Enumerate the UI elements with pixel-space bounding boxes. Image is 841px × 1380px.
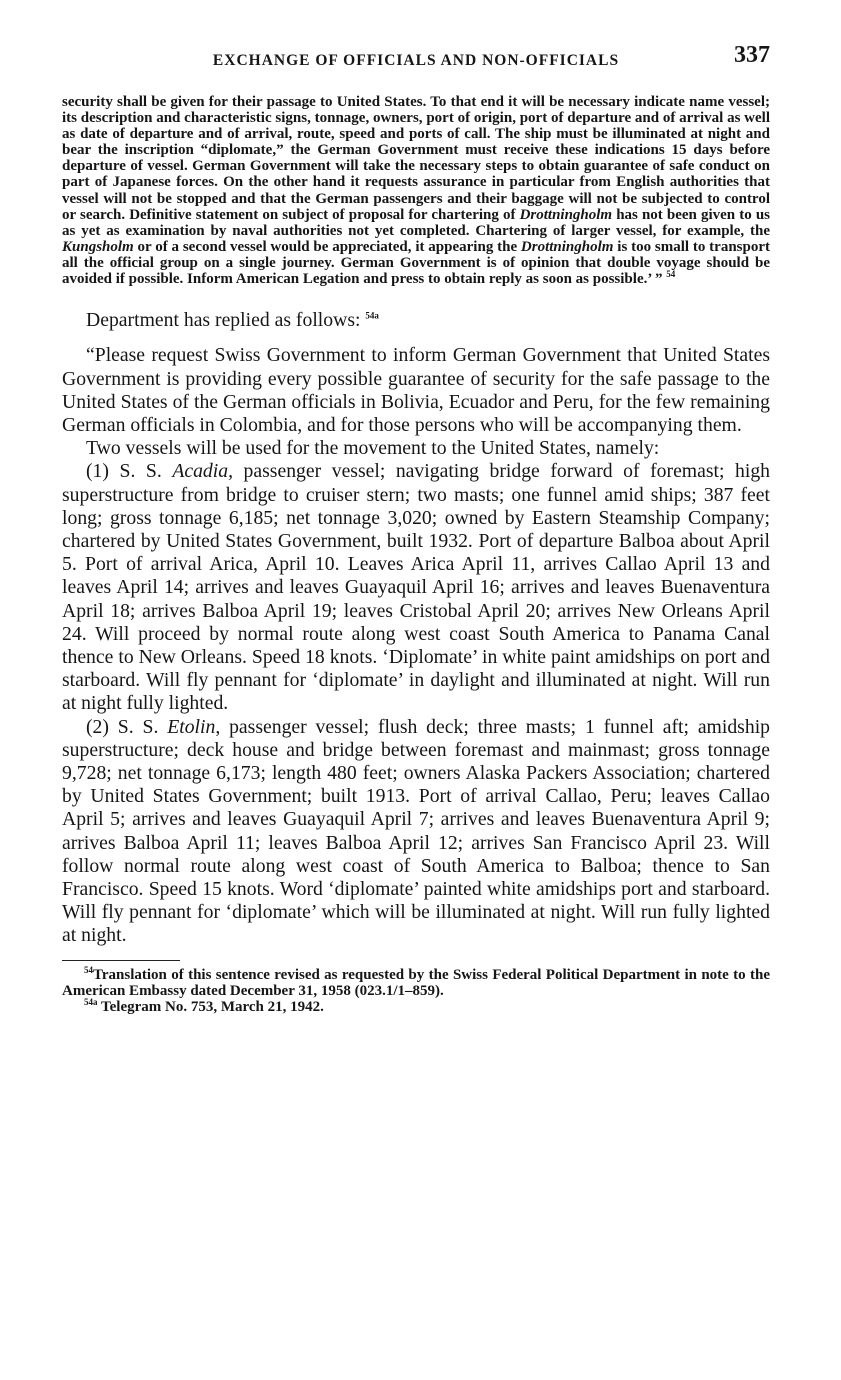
reply-paragraph: Two vessels will be used for the movement to the United States, namely:	[86, 437, 660, 460]
telegram-text-4: is too small to transport all the official group on a single journey. German Government is of opinion that double voyage should be avoided if possible. Inform American Legation and press to obtain reply as soon as possible.’ ”	[62, 238, 770, 288]
ship-name-drottningholm: Drottningholm	[519, 206, 613, 223]
footnote-marker: 54a	[84, 997, 98, 1008]
vessel-description: , passenger vessel; navigating bridge forward of foremast; high superstructure from bridge to cruiser stern; two masts; one funnel amid ships; 387 feet long; gross tonnage 6,185; net tonnage 3,020; owned by Eastern Steamship Company; chartered by United States Government, built 1932. Port of departure Balboa about April 5. Port of arrival Arica, April 10. Leaves Arica April 11, arrives Callao April 13 and leaves April 14; arrives and leaves Guayaquil April 16; arrives and leaves Buenaventura April 18; arrives Balboa April 19; leaves Cristobal April 20; arrives New Orleans April 24. Will proceed by normal route along west coast South America to Panama Canal thence to New Orleans. Speed 18 knots. ‘Diplomate’ in white paint amidships on port and starboard. Will fly pennant for ‘diplomate’ in daylight and illuminated at night. Will run at night fully lighted.	[62, 460, 771, 715]
footnote-text: Telegram No. 753, March 21, 1942.	[100, 999, 324, 1016]
footnote	[62, 999, 770, 1015]
footnote-ref-54a: 54a	[365, 310, 379, 321]
footnotes	[62, 964, 770, 1016]
document-page	[62, 40, 770, 1016]
telegram-continuation	[62, 94, 770, 287]
footnote	[62, 964, 770, 1000]
main-text	[62, 309, 770, 947]
vessel-etolin-paragraph	[62, 716, 770, 948]
reply-paragraph: “Please request Swiss Government to inform German Government that United States Government is providing every possible guarantee of security for the safe passage to the United States of the German officials in Bolivia, Ecuador and Peru, for the few remaining German officials in Colombia, and for those persons who will be accompanying them.	[62, 344, 770, 436]
footnote-marker: 54	[84, 964, 93, 975]
reply-intro	[62, 309, 770, 332]
vessel-prefix: (2) S. S.	[86, 715, 168, 738]
ship-name-etolin: Etolin	[167, 715, 216, 738]
running-title: EXCHANGE OF OFFICIALS AND NON-OFFICIALS	[212, 52, 620, 69]
running-head	[62, 40, 770, 76]
telegram-text-2: has not been given to us as yet as examination by naval authorities not yet completed. Chartering of larger vessel, for example, the	[62, 206, 771, 239]
ship-name-kungsholm: Kungsholm	[62, 238, 134, 255]
reply-intro-text: Department has replied as follows:	[86, 309, 361, 332]
vessel-description: , passenger vessel; flush deck; three masts; 1 funnel aft; amidship superstructure; deck house and bridge between foremast and mainmast; gross tonnage 9,728; net tonnage 6,173; length 480 feet; owners Alaska Packers Association; chartered by United States Government; built 1913. Port of arrival Callao, Peru; leaves Callao April 5; arrives and leaves Guayaquil April 7; arrives and leaves Buenaventura April 9; arrives Balboa April 11; leaves Balboa April 12; arrives San Francisco April 23. Will follow normal route along west coast of South America to Balboa; thence to San Francisco. Speed 15 knots. Word ‘diplomate’ painted white amidships port and starboard. Will fly pennant for ‘diplomate’ which will be illuminated at night. Will run fully lighted at night.	[62, 715, 771, 947]
footnote-ref-54: 54	[666, 269, 676, 280]
footnote-text: Translation of this sentence revised as requested by the Swiss Federal Political Department in note to the American Embassy dated December 31, 1958 (023.1/1–859).	[62, 966, 770, 1000]
vessel-acadia-paragraph	[62, 460, 770, 715]
telegram-text-1: security shall be given for their passage to United States. To that end it will be necessary indicate name vessel; its description and characteristic signs, tonnage, owners, port of origin, port of departure and of arrival as well as date of departure and of arrival, route, speed and ports of call. The ship must be illuminated at night and bear the inscription “diplomate,” the German Government must receive these indications 15 days before departure of vessel. German Government will take the necessary steps to obtain guarantee of safe conduct on part of Japanese forces. On the other hand it requests assurance in particular from English authorities that vessel will not be stopped and that the German passengers and their baggage will not be subjected to control or search. Definitive statement on subject of proposal for chartering of	[62, 94, 770, 223]
footnote-divider	[62, 960, 180, 961]
ship-name-acadia: Acadia	[172, 460, 229, 483]
ship-name-drottningholm: Drottningholm	[520, 238, 614, 255]
telegram-text-3: or of a second vessel would be appreciated, it appearing the	[133, 238, 521, 255]
vessel-prefix: (1) S. S.	[86, 460, 173, 483]
page-number: 337	[734, 42, 770, 68]
